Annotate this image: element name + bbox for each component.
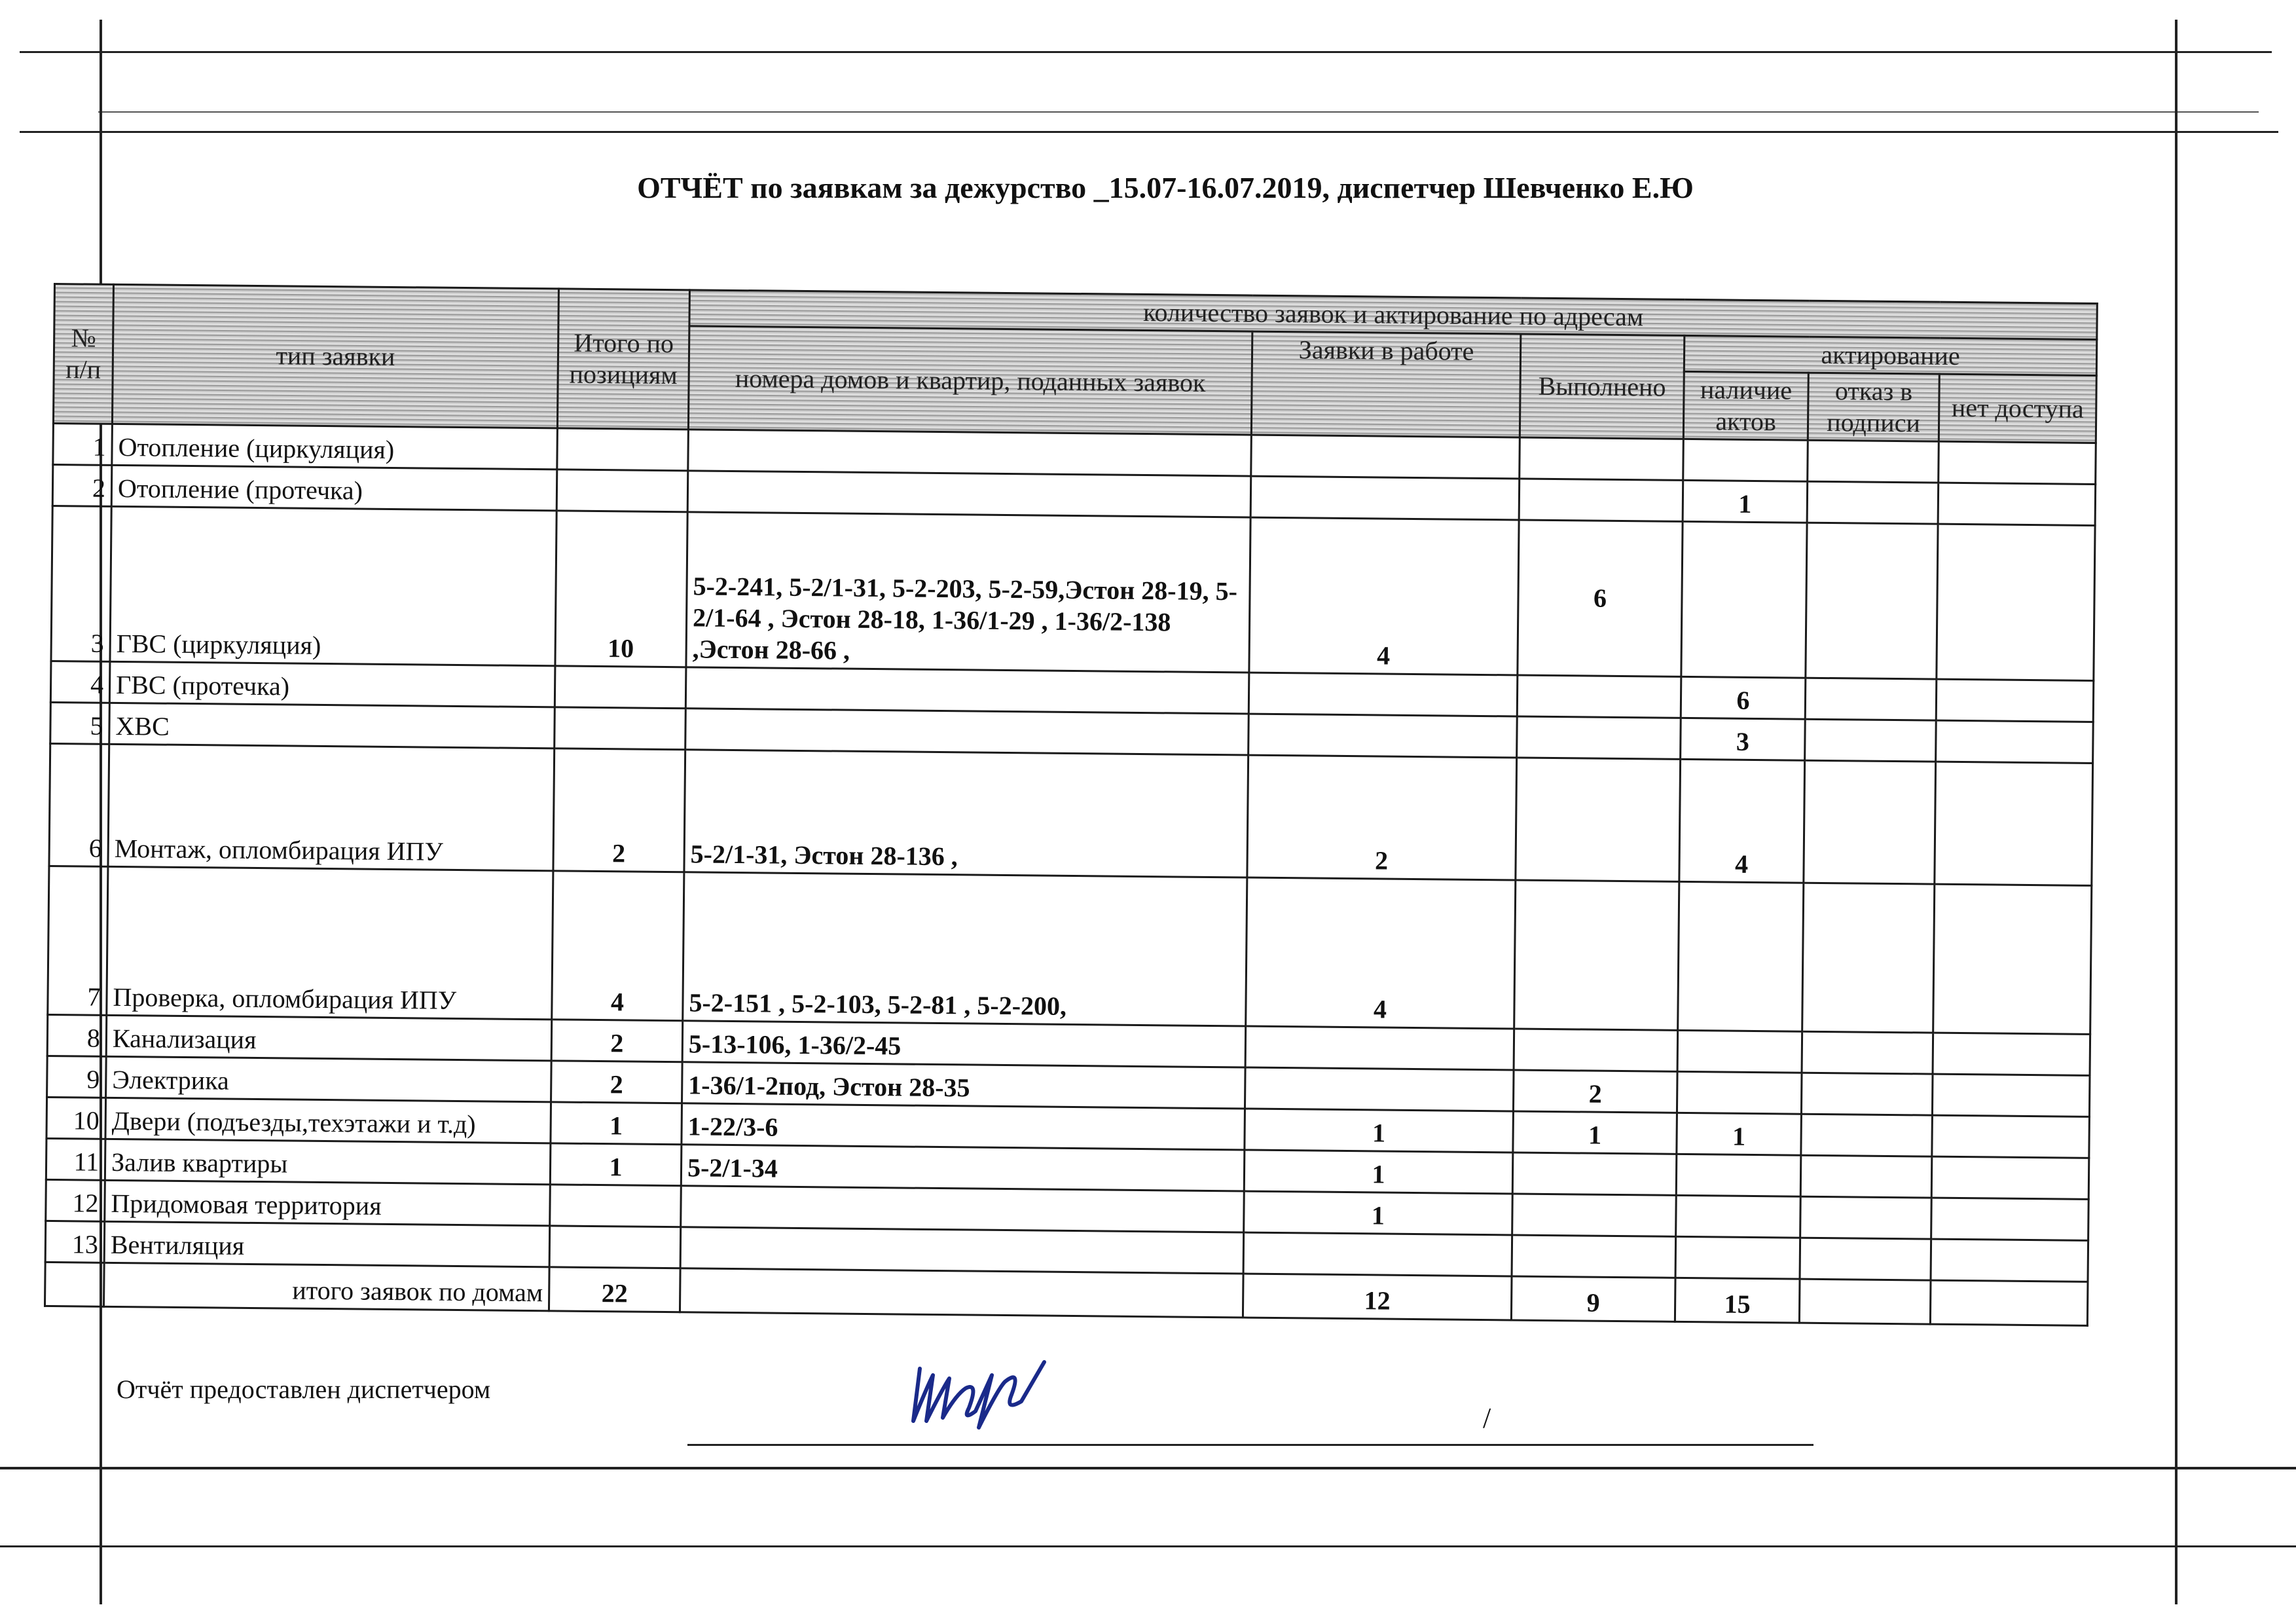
row-no-access xyxy=(1932,1074,2090,1116)
row-num: 6 xyxy=(49,743,109,866)
scan-artifact-line xyxy=(0,1467,2296,1469)
row-in-work: 1 xyxy=(1244,1191,1513,1235)
row-done xyxy=(1517,716,1681,759)
row-acts-present xyxy=(1675,1236,1800,1279)
row-no-access xyxy=(1936,720,2094,763)
row-no-access xyxy=(1937,524,2095,680)
row-total xyxy=(556,470,688,512)
row-acts-present xyxy=(1681,521,1807,678)
row-done xyxy=(1516,758,1681,881)
header-acts-refused: отказ в подписи xyxy=(1808,373,1939,441)
row-acts-refused xyxy=(1800,1196,1932,1239)
row-addresses xyxy=(681,1186,1245,1232)
row-done xyxy=(1520,437,1684,480)
row-done: 2 xyxy=(1513,1070,1677,1113)
row-addresses xyxy=(687,471,1251,517)
row-addresses: 5-2-151 , 5-2-103, 5-2-81 , 5-2-200, xyxy=(683,872,1247,1026)
row-acts-refused xyxy=(1801,1114,1933,1156)
row-total: 1 xyxy=(550,1143,682,1186)
row-no-access xyxy=(1938,483,2096,525)
scan-artifact-line xyxy=(0,1545,2296,1547)
row-total: 10 xyxy=(555,511,687,667)
header-acts-present: наличие актов xyxy=(1683,371,1808,440)
row-addresses: 1-22/3-6 xyxy=(682,1103,1245,1150)
row-total xyxy=(557,428,689,471)
header-group: количество заявок и актирование по адресам xyxy=(689,290,2098,340)
row-addresses: 5-13-106, 1-36/2-45 xyxy=(682,1021,1246,1067)
row-addresses: 5-2/1-31, Эстон 28-136 , xyxy=(684,750,1248,877)
row-type: Монтаж, опломбирация ИПУ xyxy=(108,744,555,871)
row-acts-refused xyxy=(1800,1155,1932,1198)
header-no-access: нет доступа xyxy=(1939,374,2096,443)
row-acts-refused xyxy=(1806,523,1938,679)
row-acts-present xyxy=(1677,1071,1802,1114)
row-addresses: 5-2-241, 5-2/1-31, 5-2-203, 5-2-59,Эстон 28-19, 5-2/1-64 , Эстон 28-18, 1-36/1-29 , 1-36/2-138 ,Эстон 28-66 , xyxy=(686,512,1250,673)
row-total: 2 xyxy=(551,1061,683,1103)
row-in-work: 1 xyxy=(1245,1109,1514,1153)
row-no-access xyxy=(1931,1198,2089,1240)
header-total: Итого по позициям xyxy=(557,289,689,430)
report-title: ОТЧЁТ по заявкам за дежурство _15.07-16.07.2019, диспетчер Шевченко Е.Ю xyxy=(637,171,1694,204)
summary-acts-present: 15 xyxy=(1675,1278,1800,1323)
row-in-work: 4 xyxy=(1249,517,1519,675)
row-type: ГВС (протечка) xyxy=(109,661,555,707)
row-num: 8 xyxy=(47,1014,107,1056)
row-acts-present xyxy=(1683,439,1808,481)
summary-label: итого заявок по домам xyxy=(103,1263,549,1311)
row-type: Отопление (протечка) xyxy=(111,465,557,511)
row-no-access xyxy=(1939,441,2096,484)
row-in-work xyxy=(1245,1026,1514,1070)
row-total xyxy=(550,1185,682,1227)
row-type: Проверка, опломбирация ИПУ xyxy=(107,866,553,1020)
scan-artifact-line xyxy=(98,111,2259,113)
row-done: 6 xyxy=(1518,520,1683,676)
row-acts-present xyxy=(1676,1154,1801,1196)
row-total xyxy=(549,1226,681,1268)
row-type: ХВС xyxy=(109,703,555,748)
row-type: Электрика xyxy=(106,1056,552,1102)
row-num: 2 xyxy=(52,465,112,507)
summary-total: 22 xyxy=(549,1267,680,1312)
header-acts: актирование xyxy=(1684,335,2097,375)
row-acts-refused xyxy=(1800,1238,1931,1280)
row-in-work xyxy=(1248,714,1518,758)
row-num: 13 xyxy=(45,1221,105,1263)
header-type: тип заявки xyxy=(112,284,558,428)
table-row xyxy=(48,866,2092,1034)
row-acts-present: 1 xyxy=(1683,480,1808,523)
row-done xyxy=(1517,675,1681,718)
row-acts-refused xyxy=(1801,1073,1933,1115)
row-addresses xyxy=(680,1227,1244,1274)
row-type: Вентиляция xyxy=(104,1221,550,1267)
row-acts-present: 3 xyxy=(1681,718,1806,760)
summary-done: 9 xyxy=(1511,1276,1675,1321)
row-total xyxy=(555,707,686,750)
row-in-work xyxy=(1245,1067,1514,1111)
row-num: 9 xyxy=(47,1056,107,1098)
row-num: 7 xyxy=(48,866,108,1015)
row-done xyxy=(1512,1235,1676,1278)
row-in-work xyxy=(1243,1232,1512,1276)
row-num: 12 xyxy=(46,1179,105,1221)
row-total: 2 xyxy=(551,1020,683,1062)
row-acts-present xyxy=(1678,881,1804,1031)
row-type: Двери (подъезды,техэтажи и т.д) xyxy=(105,1098,551,1143)
row-acts-present xyxy=(1676,1195,1801,1238)
row-type: Канализация xyxy=(106,1015,552,1061)
row-acts-refused xyxy=(1805,719,1937,762)
signature-slash: / xyxy=(1483,1402,1491,1434)
summary-in-work: 12 xyxy=(1243,1274,1512,1320)
row-num: 5 xyxy=(50,702,110,744)
table-row xyxy=(51,506,2095,680)
row-no-access xyxy=(1935,762,2093,885)
row-done xyxy=(1514,880,1679,1030)
scan-artifact-line xyxy=(20,131,2278,133)
row-in-work xyxy=(1251,435,1520,479)
row-no-access xyxy=(1932,1115,2090,1158)
row-num: 4 xyxy=(50,661,110,703)
header-addresses: номера домов и квартир, поданных заявок xyxy=(688,326,1252,435)
row-addresses xyxy=(685,667,1249,714)
row-no-access xyxy=(1933,884,2092,1034)
row-num: 10 xyxy=(46,1097,106,1139)
row-no-access xyxy=(1931,1156,2089,1199)
row-addresses: 5-2/1-34 xyxy=(681,1145,1245,1191)
row-done xyxy=(1514,1029,1678,1071)
header-in-work: Заявки в работе xyxy=(1251,331,1520,437)
row-acts-refused xyxy=(1807,481,1939,524)
row-addresses xyxy=(688,430,1252,476)
row-in-work: 2 xyxy=(1247,755,1517,880)
row-done xyxy=(1512,1194,1677,1236)
row-total: 4 xyxy=(552,871,684,1021)
row-addresses xyxy=(685,709,1249,755)
row-no-access xyxy=(1933,1033,2090,1075)
row-done: 1 xyxy=(1513,1111,1677,1154)
row-num: 3 xyxy=(51,506,111,661)
signature-line xyxy=(687,1444,1813,1446)
row-in-work: 1 xyxy=(1244,1150,1513,1194)
row-acts-refused xyxy=(1804,760,1936,884)
header-done: Выполнено xyxy=(1520,334,1685,439)
report-table xyxy=(44,283,2098,1327)
row-type: Придомовая территория xyxy=(105,1180,551,1226)
row-num: 1 xyxy=(53,424,113,466)
row-acts-present: 4 xyxy=(1679,759,1805,883)
row-type: Отопление (циркуляция) xyxy=(112,424,558,470)
row-acts-refused xyxy=(1805,678,1937,720)
footer-label: Отчёт предоставлен диспетчером xyxy=(117,1375,491,1404)
row-acts-present xyxy=(1677,1030,1802,1073)
row-acts-refused xyxy=(1802,1031,1933,1074)
scan-artifact-line xyxy=(20,51,2272,53)
handwritten-signature xyxy=(907,1349,1051,1434)
header-num: № п/п xyxy=(53,284,113,424)
row-addresses: 1-36/1-2под, Эстон 28-35 xyxy=(682,1062,1246,1109)
row-total xyxy=(555,666,686,709)
row-no-access xyxy=(1936,679,2094,722)
row-in-work xyxy=(1250,476,1520,520)
row-type: ГВС (циркуляция) xyxy=(110,506,556,666)
row-acts-refused xyxy=(1808,440,1939,483)
row-in-work xyxy=(1248,673,1518,716)
row-done xyxy=(1519,479,1683,521)
row-acts-present: 6 xyxy=(1681,676,1806,719)
row-acts-present: 1 xyxy=(1677,1113,1802,1155)
row-total: 1 xyxy=(551,1102,682,1145)
row-in-work: 4 xyxy=(1246,877,1516,1029)
row-no-access xyxy=(1931,1239,2088,1282)
row-num: 11 xyxy=(46,1138,105,1180)
table-row xyxy=(49,743,2093,885)
row-acts-refused xyxy=(1802,883,1935,1033)
row-type: Залив квартиры xyxy=(105,1139,551,1185)
row-total: 2 xyxy=(553,748,685,872)
row-done xyxy=(1512,1153,1677,1195)
scan-artifact-line xyxy=(2175,20,2178,1604)
